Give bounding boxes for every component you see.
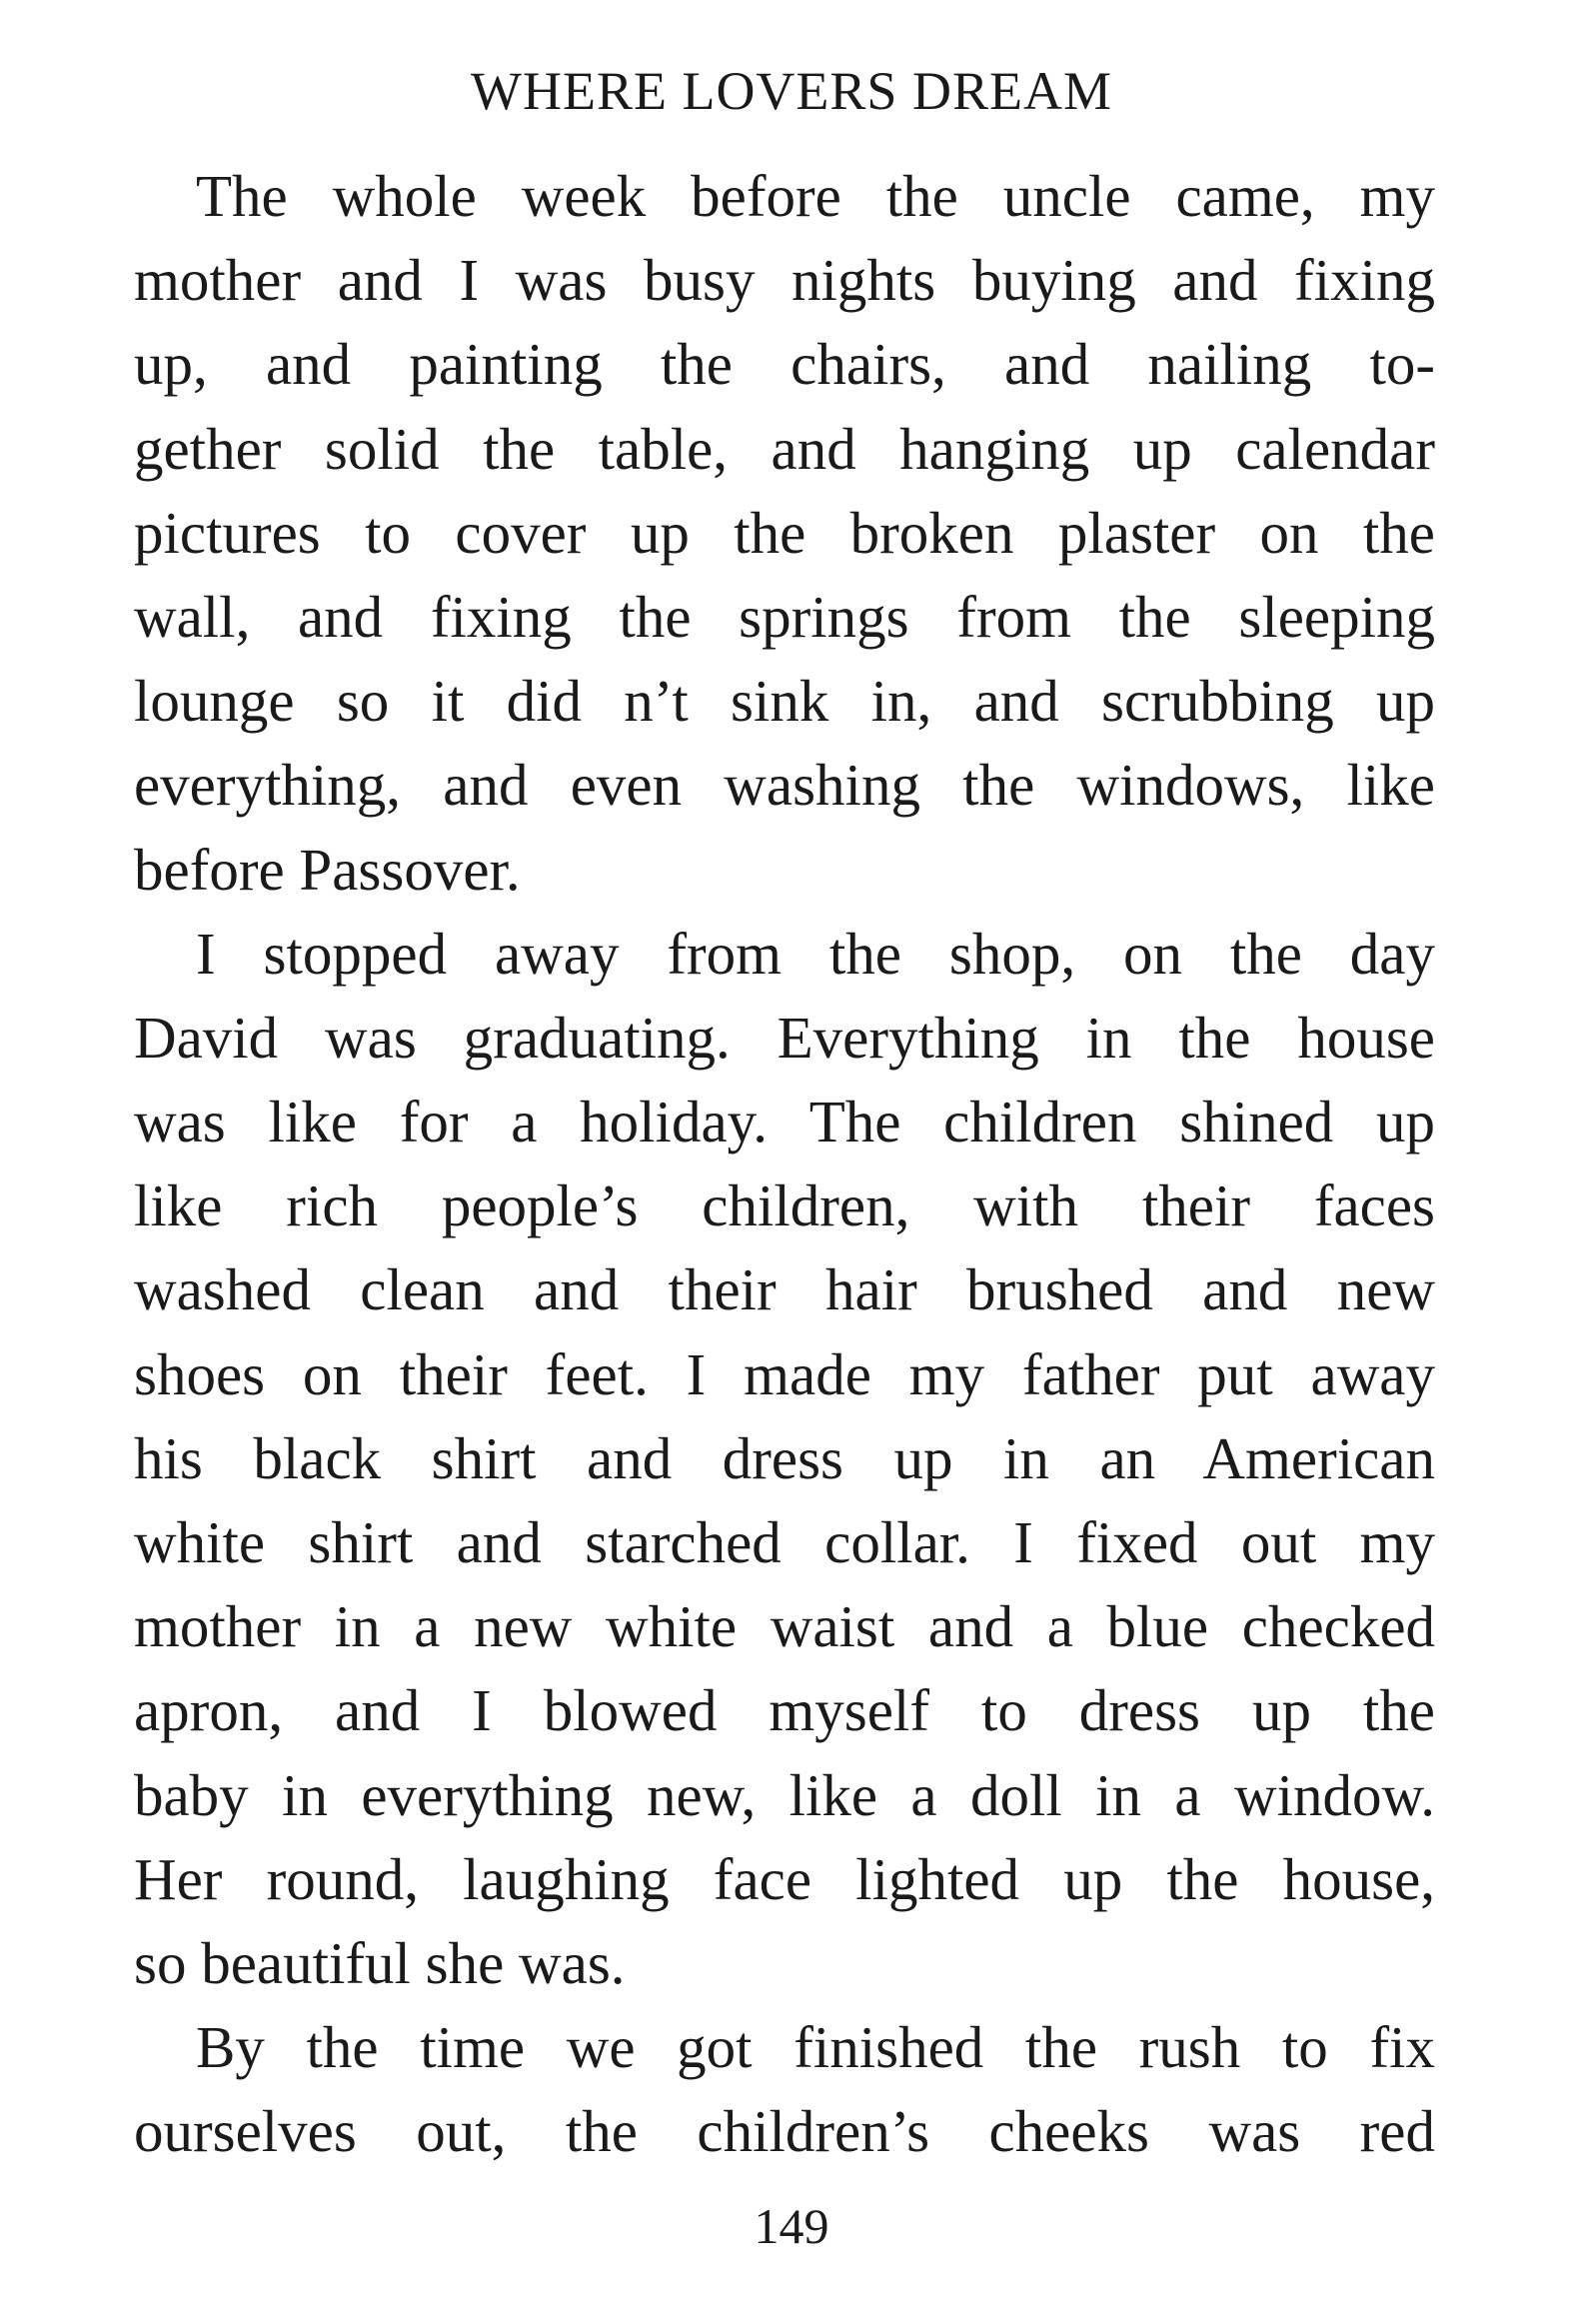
text-line: gether solid the table, and hanging up calendar — [134, 415, 1435, 482]
text-line: apron, and I blowed myself to dress up the — [134, 1677, 1435, 1744]
text-line: lounge so it did n’t sink in, and scrubbing up — [134, 668, 1435, 735]
text-line: like rich people’s children, with their faces — [134, 1172, 1435, 1239]
running-head: WHERE LOVERS DREAM — [471, 61, 1112, 121]
page-number: 149 — [754, 2198, 829, 2254]
text-line: baby in everything new, like a doll in a window. — [134, 1761, 1435, 1828]
text-line: was like for a holiday. The children shined up — [134, 1089, 1435, 1156]
body-text — [134, 154, 1435, 2174]
text-line: By the time we got finished the rush to fix — [196, 2014, 1435, 2081]
text-line: David was graduating. Everything in the house — [134, 1004, 1435, 1071]
text-line: his black shirt and dress up in an American — [134, 1424, 1435, 1491]
text-line: ourselves out, the children’s cheeks was red — [134, 2098, 1435, 2165]
text-line: mother and I was busy nights buying and fixing — [134, 247, 1435, 314]
text-line: The whole week before the uncle came, my — [196, 163, 1435, 229]
text-line: Her round, laughing face lighted up the house, — [134, 1845, 1435, 1912]
text-line: pictures to cover up the broken plaster on the — [134, 499, 1435, 566]
text-line: shoes on their feet. I made my father put away — [134, 1340, 1435, 1407]
text-line: before Passover. — [134, 836, 521, 903]
text-line: everything, and even washing the windows, like — [134, 752, 1435, 819]
text-line: mother in a new white waist and a blue checked — [134, 1593, 1435, 1660]
text-line: white shirt and starched collar. I fixed out my — [134, 1509, 1435, 1575]
text-line: I stopped away from the shop, on the day — [196, 920, 1435, 987]
text-line: washed clean and their hair brushed and new — [134, 1256, 1435, 1323]
text-line: wall, and fixing the springs from the sleeping — [134, 583, 1435, 650]
text-line: up, and painting the chairs, and nailing to- — [134, 331, 1435, 398]
text-line: so beautiful she was. — [134, 1929, 626, 1996]
